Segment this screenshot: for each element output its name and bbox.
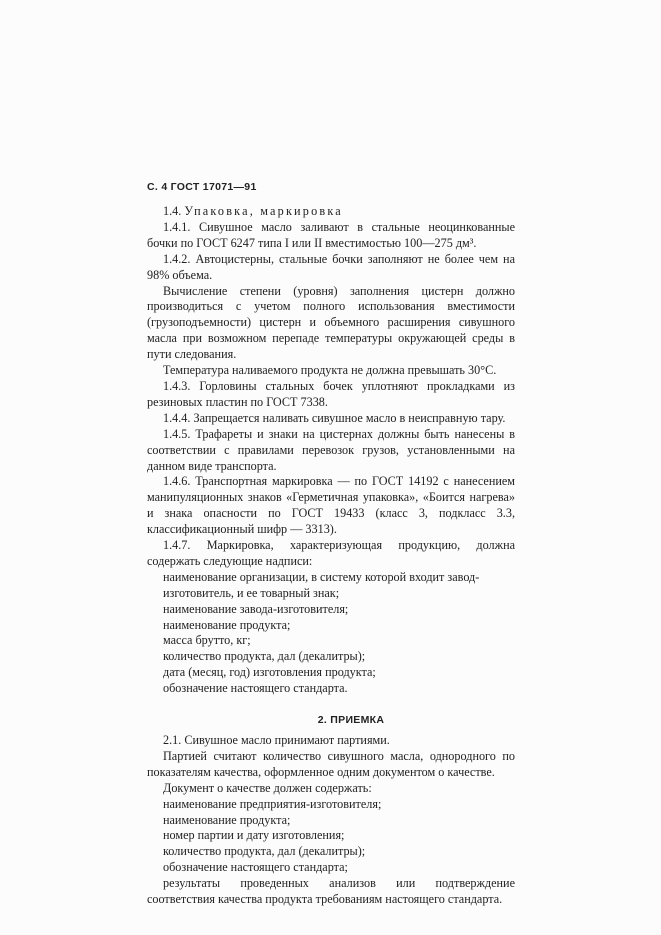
- list-item: количество продукта, дал (декалитры);: [163, 649, 366, 664]
- page-header: С. 4 ГОСТ 17071—91: [147, 181, 257, 193]
- paragraph-1-4-4: 1.4.4. Запрещается наливать сивушное масло в неисправную тару.: [163, 410, 506, 425]
- paragraph-1-4-6: 1.4.6. Транспортная маркировка — по ГОСТ 14192 с нанесением манипуляционных знаков «Герметичная упаковка», «Боится нагрева» и знака опасности по ГОСТ 19433 (класс 3, подкласс 3.3, классификационный шифр — 3313).: [147, 474, 515, 537]
- list-item: обозначение настоящего стандарта.: [163, 681, 348, 696]
- list-item: наименование продукта;: [163, 617, 291, 632]
- paragraph-1-4-7: 1.4.7. Маркировка, характеризующая продукцию, должна содержать следующие надписи:: [147, 538, 515, 568]
- section-title-acceptance: 2. ПРИЕМКА: [317, 714, 385, 727]
- paragraph-analysis-results: результаты проведенных анализов или подтверждение соответствия качества продукта требованиям настоящего стандарта.: [147, 876, 515, 907]
- list-item: количество продукта, дал (декалитры);: [163, 844, 366, 859]
- paragraph-2-1: 2.1. Сивушное масло принимают партиями.: [163, 733, 390, 747]
- list-item: наименование продукта;: [163, 812, 291, 827]
- list-item: наименование предприятия-изготовителя;: [163, 796, 382, 811]
- section-heading-packaging: [147, 204, 515, 220]
- paragraph-quality-document: Документ о качестве должен содержать:: [163, 780, 372, 795]
- list-item: наименование завода-изготовителя;: [163, 601, 349, 616]
- paragraph-1-4-2: 1.4.2. Автоцистерны, стальные бочки заполняют не более чем на 98% объема.: [147, 251, 515, 282]
- list-item: обозначение настоящего стандарта;: [163, 860, 348, 875]
- paragraph-1-4-1: 1.4.1. Сивушное масло заливают в стальные неоцинкованные бочки по ГОСТ 6247 типа I или II вместимостью 100—275 дм³.: [147, 219, 515, 250]
- paragraph-1-4-3: 1.4.3. Горловины стальных бочек уплотняют прокладками из резиновых пластин по ГОСТ 7338.: [147, 378, 515, 409]
- document-body: [147, 204, 515, 908]
- heading-text: Упаковка, маркировка: [184, 204, 343, 218]
- list-item: масса брутто, кг;: [163, 633, 251, 648]
- paragraph-1-4-5: 1.4.5. Трафареты и знаки на цистернах должны быть нанесены в соответствии с правилами перевозок грузов, установленными на данном виде транспорта.: [147, 426, 515, 473]
- paragraph-batch-definition: Партией считают количество сивушного масла, однородного по показателям качества, оформленное одним документом о качестве.: [147, 748, 515, 779]
- paragraph-temperature: Температура наливаемого продукта не должна превышать 30°С.: [163, 363, 497, 378]
- list-item: дата (месяц, год) изготовления продукта;: [163, 665, 376, 680]
- list-item: наименование организации, в систему которой входит завод-изготовитель, и ее товарный знак;: [163, 569, 480, 600]
- heading-number: 1.4.: [163, 204, 182, 218]
- paragraph-fill-calculation: Вычисление степени (уровня) заполнения цистерн должно производиться с учетом полного использования вместимости (грузоподъемности) цистерн и объемного расширения сивушного масла при возможном перепаде температуры окружающей среды в пути следования.: [147, 283, 515, 362]
- list-item: номер партии и дату изготовления;: [163, 828, 345, 843]
